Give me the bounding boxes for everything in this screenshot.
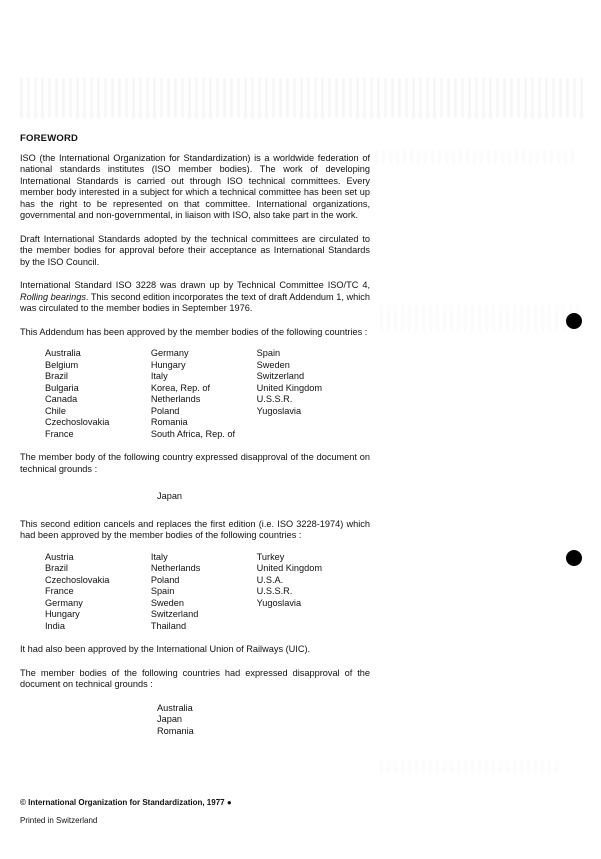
country-name: Japan [157,491,183,501]
country-name: Germany [45,597,83,608]
bleed-through-text [380,305,580,331]
country-name: Sweden [256,359,290,370]
country-name: France [45,586,74,596]
country-name: Netherlands [150,394,201,404]
paragraph-uic-approval: It had also been approved by the International Union of Railways (UIC). [20,644,311,654]
bleed-through-header [20,78,585,118]
approved-countries-list [45,348,370,440]
paragraph-disapproval: The member body of the following country expressed disapproval of the document on technical grounds : [20,452,370,474]
country-name: Bulgaria [45,382,79,393]
country-name: Spain [150,586,175,596]
printed-location: Printed in Switzerland [20,816,98,825]
country-name: Czechoslovakia [45,574,110,585]
country-column [151,348,257,440]
country-name: Italy [150,371,168,381]
bleed-through-text [375,150,575,164]
paragraph-addendum-approval: This Addendum has been approved by the member bodies of the following countries : [20,326,368,337]
text-segment: International Standard ISO 3228 was drawn up by Technical Committee ISO/TC 4, [20,280,370,290]
country-name: Italy [150,551,168,562]
country-name: Poland [150,405,180,416]
disapproval-countries-list [157,491,370,503]
country-name: U.S.S.R. [256,586,293,596]
bleed-through-text [380,760,560,774]
country-name: Spain [256,348,281,358]
country-name: Korea, Rep. of [150,382,211,393]
country-name: Brazil [45,563,68,573]
paragraph-first-edition: This second edition cancels and replaces the first edition (i.e. ISO 3228-1974) which had been approved by the member bodies of the following countries : [20,518,370,540]
country-name: Turkey [256,551,285,562]
copyright-notice: © International Organization for Standardization, 1977 ● [20,798,232,807]
country-name: Czechoslovakia [45,417,110,427]
country-name: United Kingdom [256,382,322,393]
committee-title: Rolling bearings [20,291,86,302]
country-name: U.S.A. [256,574,284,585]
country-name: Austria [45,551,74,562]
paragraph-first-disapproval: The member bodies of the following countries had expressed disapproval of the document on technical grounds : [20,667,370,689]
country-name: Brazil [45,371,68,381]
country-name: Germany [150,348,189,358]
country-name: Australia [45,348,81,358]
country-column [45,348,151,440]
country-name: Switzerland [256,371,305,381]
country-name: France [45,428,74,439]
punch-hole-mark [566,550,582,566]
country-name: Yugoslavia [256,405,302,416]
country-name: Romania [157,725,194,736]
country-name: Yugoslavia [256,597,302,608]
punch-hole-mark [566,313,582,329]
foreword-section [20,133,370,737]
country-name: Poland [150,574,180,585]
paragraph-standard-origin [20,280,370,315]
text-segment: . This second edition incorporates the text of draft Addendum 1, which was circulated to the member bodies in September 1976. [20,291,370,313]
country-name: Japan [157,714,183,724]
country-column [257,552,370,633]
country-name: South Africa, Rep. of [150,428,236,439]
country-name: Chile [45,405,66,416]
section-heading: FOREWORD [20,133,79,144]
paragraph-drafts: Draft International Standards adopted by the technical committees are circulated to the member bodies for approval before their acceptance as International Standards by the ISO Council. [20,233,370,267]
country-name: Belgium [45,359,79,370]
country-name: Sweden [150,597,185,608]
country-name: United Kingdom [256,563,322,573]
country-column [151,552,257,633]
first-edition-countries-list [45,552,370,633]
country-name: Netherlands [150,563,201,573]
country-name: U.S.S.R. [256,394,293,404]
country-name: Hungary [150,359,186,370]
country-name: Romania [150,417,188,427]
country-name: Hungary [45,609,80,619]
country-name: Thailand [150,620,187,631]
country-column [45,552,151,633]
country-name: Australia [157,702,193,713]
country-name: India [45,620,65,631]
paragraph-iso-intro: ISO (the International Organization for Standardization) is a worldwide federation of national standards institutes (ISO member bodies). The work of developing International Standards is carried out through ISO technical committees. Every member body interested in a subject for which a technical committee has been set up has the right to be represented on that committee. International organizations, governmental and non-governmental, in liaison with ISO, also take part in the work. [20,152,370,220]
country-name: Switzerland [150,609,199,619]
country-column [257,348,370,440]
first-disapproval-countries-list [157,703,370,738]
country-name: Canada [45,394,78,404]
